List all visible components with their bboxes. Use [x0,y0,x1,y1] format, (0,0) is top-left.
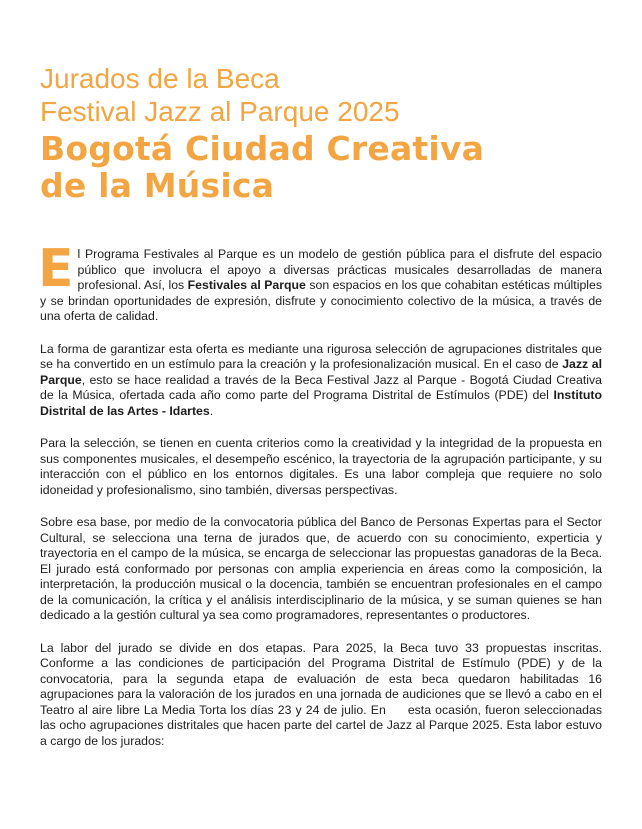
intro-text-b: son espacios en los que cohabitan estéticas múltiples y se brindan oportunidades de expresión, disfrute y conocimiento colectivo de la música, a través de una oferta de calidad. [40,278,602,323]
p2-text-a: La forma de garantizar esta oferta es mediante una rigurosa selección de agrupaciones distritales que se ha convertido en un estímulo para la creación y la profesionalización musical. En el caso de [40,341,602,371]
paragraph-criterios: Para la selección, se tienen en cuenta criterios como la creatividad y la integridad de la propuesta en sus componentes musicales, el desempeño escénico, la trayectoria de la agrupación participante, y su interacción con el público en los entornos digitales. Es una labor compleja que requiere no solo idoneidad y profesionalismo, sino también, diversas perspectivas. [40,436,602,497]
p2-bold-idartes: Instituto Distrital de las Artes - Idartes [40,388,602,418]
title-line-4: de la Música [40,166,275,205]
paragraph-jurado: Sobre esa base, por medio de la convocatoria pública del Banco de Personas Expertas para el Sector Cultural, se selecciona una terna de jurados que, de acuerdo con su conocimiento, experticia y trayectoria en el campo de la música, se encarga de seleccionar las propuestas ganadoras de la Beca. El jurado está conformado por personas con amplia experiencia en áreas como la composición, la interpretación, la producción musical o la docencia, también se encuentran profesionales en el campo de la comunicación, la crítica y el análisis interdisciplinario de la música, y se suman quienes se han dedicado a la gestión cultural ya sea como programadores, representantes o productores. [40,515,602,622]
intro-bold-festivales: Festivales al Parque [187,278,306,292]
drop-cap: E [38,239,74,299]
paragraph-seleccion-beca [40,342,602,420]
p5-text-a: La labor del jurado se divide en dos etapas. Para 2025, la Beca tuvo 33 propuestas inscritas. Conforme a las condiciones de participación del Programa Distrital de Estímulo (PDE) y de la convocatoria, para la segunda etapa de evaluación de esta beca quedaron habilitadas 16 agrupaciones para la valoración de los jurados en una jornada de audiciones que se llevó a cabo en el Teatro al aire libre La Media Torta los días 23 y 24 de julio. En [40,640,602,717]
p5-text-b: esta ocasión, fueron seleccionadas las ocho agrupaciones distritales que hacen parte del cartel de Jazz al Parque 2025. Esta labor estuvo a cargo de los jurados: [40,702,602,748]
article-body [38,239,602,766]
p2-text-b: , esto se hace realidad a través de la Beca Festival Jazz al Parque - Bogotá Ciudad Creativa de la Música, ofertada cada año como parte del Programa Distrital de Estímulos (PDE) del [40,372,602,402]
title-line-2: Festival Jazz al Parque 2025 [40,96,400,127]
title-line-3: Bogotá Ciudad Creativa [40,129,485,168]
page-title [40,62,600,204]
paragraph-intro [38,239,602,325]
title-line-1: Jurados de la Beca [40,63,280,94]
p2-text-c: . [209,403,214,418]
p2-bold-jazz: Jazz al Parque [40,357,602,387]
intro-text-a: l Programa Festivales al Parque es un modelo de gestión pública para el disfrute del espacio público que involucra el apoyo a diversas prácticas musicales desarrolladas de manera profesional. Así, los [77,247,602,292]
paragraph-etapas [40,641,602,750]
